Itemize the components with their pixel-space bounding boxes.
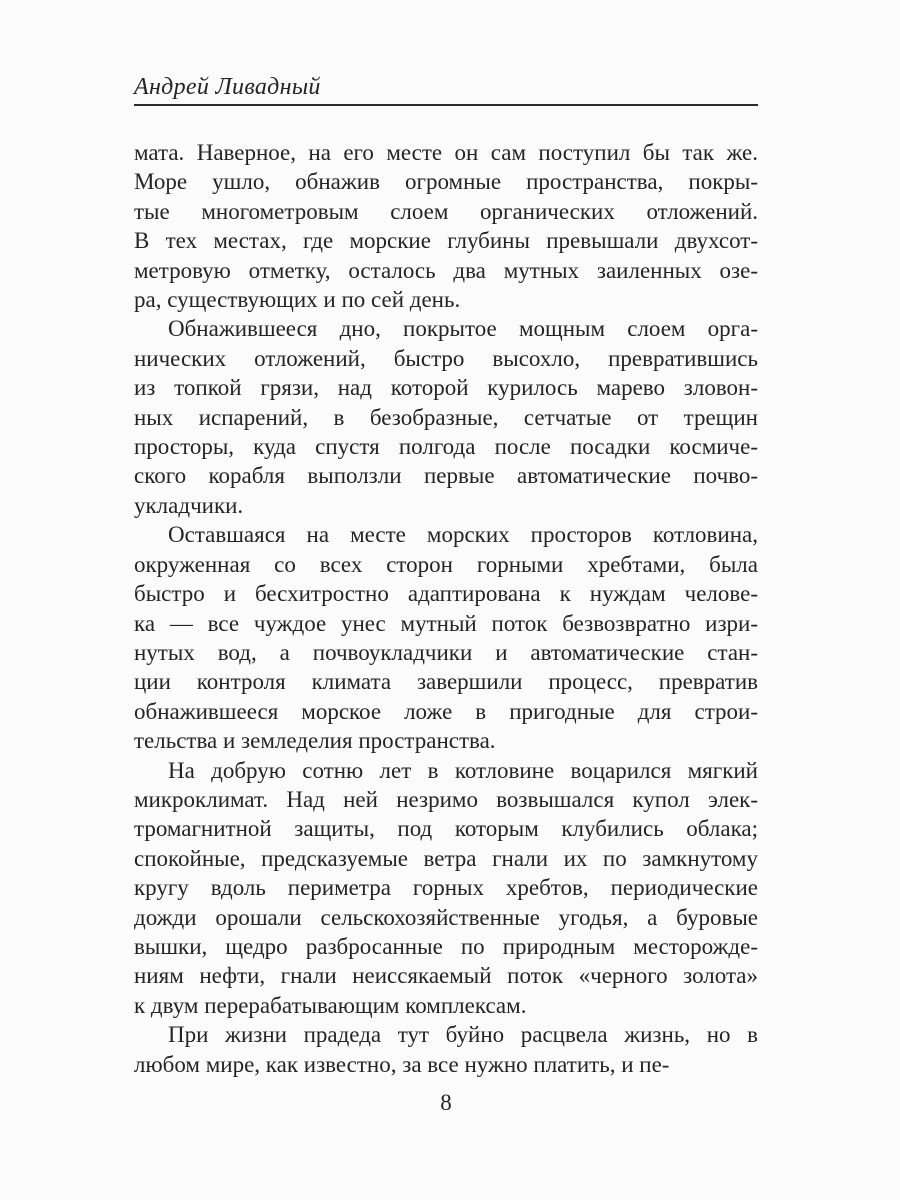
text-line: Оставшаяся на месте морских просторов котловина, <box>168 522 758 548</box>
text-line: обнажившееся морское ложе в пригодные для строи- <box>134 698 758 724</box>
text-line: На добрую сотню лет в котловине воцарился мягкий <box>168 757 758 783</box>
text-line: быстро и бесхитростно адаптирована к нуждам челове- <box>134 581 758 607</box>
text-line: нутых вод, а почвоукладчики и автоматические стан- <box>134 639 758 665</box>
text-line: к двум перерабатывающим комплексам. <box>134 992 527 1018</box>
text-line: из топкой грязи, над которой курилось марево зловон- <box>134 375 758 401</box>
text-line: ции контроля климата завершили процесс, превратив <box>134 669 758 695</box>
text-line: любом мире, как известно, за все нужно платить, и пе- <box>134 1051 670 1077</box>
text-line: окруженная со всех сторон горными хребтами, была <box>134 551 758 577</box>
body-text <box>134 138 758 1079</box>
text-line: дожди орошали сельскохозяйственные угодья, а буровые <box>134 904 758 930</box>
running-head <box>134 74 758 106</box>
paragraph <box>134 1020 758 1079</box>
text-line: Море ушло, обнажив огромные пространства, покры- <box>134 169 758 195</box>
text-line: укладчики. <box>134 492 244 518</box>
paragraph <box>134 138 758 314</box>
text-line: тые многометровым слоем органических отложений. <box>134 198 758 224</box>
paragraph <box>134 756 758 1021</box>
text-line: тельства и земледелия пространства. <box>134 728 496 754</box>
text-line: В тех местах, где морские глубины превышали двухсот- <box>134 228 758 254</box>
page-number: 8 <box>440 1090 452 1115</box>
text-line: При жизни прадеда тут буйно расцвела жизнь, но в <box>168 1022 758 1048</box>
text-line: метровую отметку, осталось два мутных заиленных озе- <box>134 257 758 283</box>
paragraph <box>134 520 758 755</box>
running-head-author: Андрей Ливадный <box>134 74 321 100</box>
text-line: ского корабля выползли первые автоматические почво- <box>134 463 758 489</box>
text-line: просторы, куда спустя полгода после посадки космиче- <box>134 434 758 460</box>
paragraph <box>134 314 758 520</box>
header-rule <box>134 104 758 106</box>
text-line: ра, существующих и по сей день. <box>134 287 461 313</box>
text-line: кругу вдоль периметра горных хребтов, периодические <box>134 875 758 901</box>
text-line: микроклимат. Над ней незримо возвышался купол элек- <box>134 786 758 812</box>
text-line: Обнажившееся дно, покрытое мощным слоем орга- <box>168 316 758 342</box>
text-line: вышки, щедро разбросанные по природным месторожде- <box>134 933 758 959</box>
text-line: мата. Наверное, на его месте он сам поступил бы так же. <box>134 140 758 165</box>
text-line: спокойные, предсказуемые ветра гнали их по замкнутому <box>134 845 758 871</box>
text-line: тромагнитной защиты, под которым клубились облака; <box>134 816 758 842</box>
text-line: нических отложений, быстро высохло, превратившись <box>134 345 758 371</box>
text-line: ных испарений, в безобразные, сетчатые от трещин <box>134 404 758 430</box>
text-line: ка — все чуждое унес мутный поток безвозвратно изри- <box>134 610 758 636</box>
text-line: ниям нефти, гнали неиссякаемый поток «черного золота» <box>134 963 758 989</box>
